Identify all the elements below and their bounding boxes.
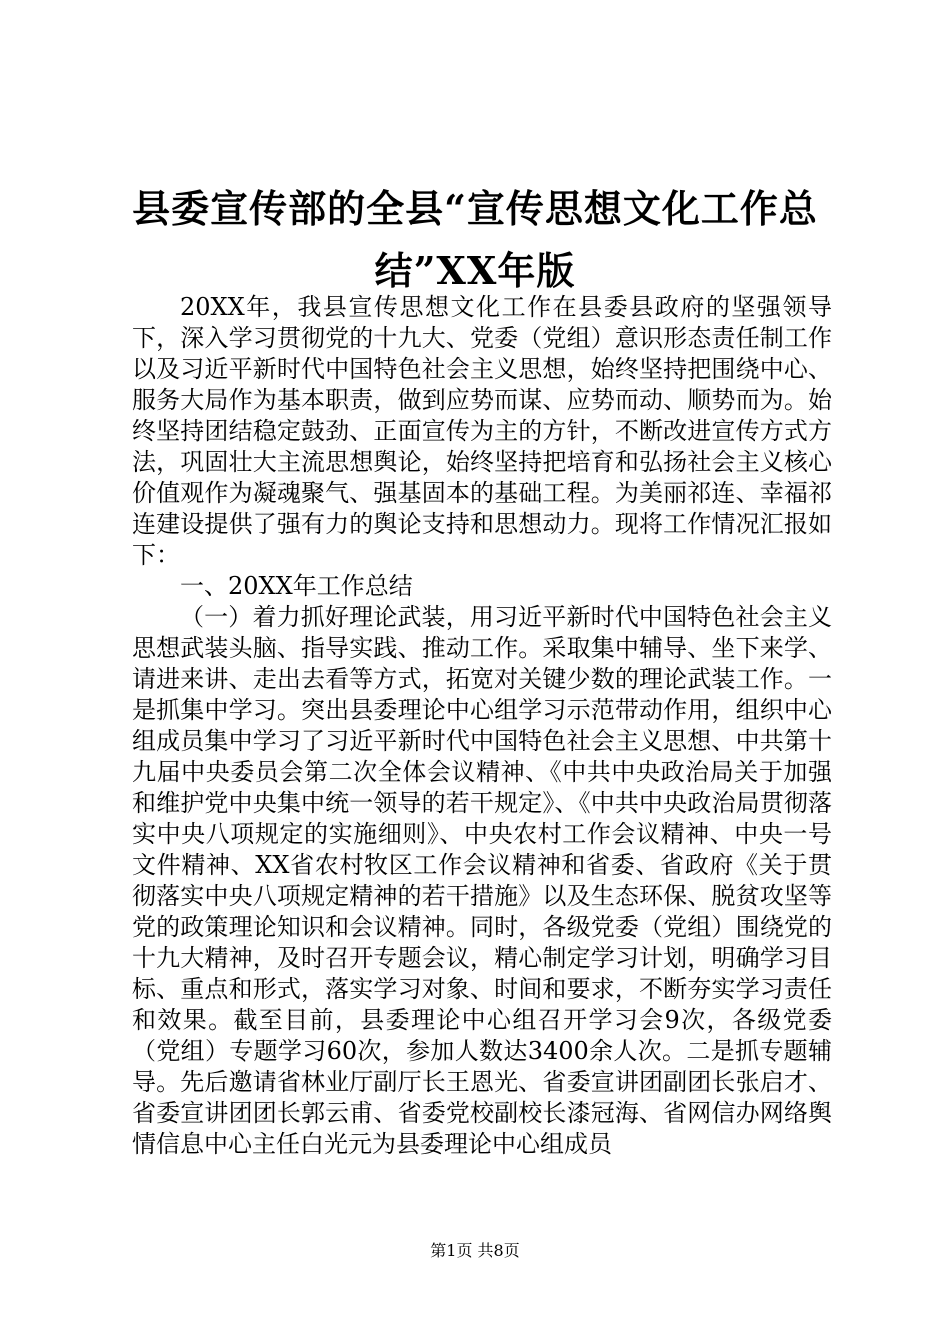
page-number-footer: 第1页 共8页 (430, 1241, 520, 1260)
paragraph-intro: 20XX年，我县宣传思想文化工作在县委县政府的坚强领导下，深入学习贯彻党的十九大、党委（党组）意识形态责任制工作以及习近平新时代中国特色社会主义思想，始终坚持把围绕中心、服务大局作为基本职责，做到应势而谋、应势而动、顺势而为。始终坚持团结稳定鼓劲、正面宣传为主的方针，不断改进宣传方式方法，巩固壮大主流思想舆论，始终坚持把培育和弘扬社会主义核心价值观作为凝魂聚气、强基固本的基础工程。为美丽祁连、幸福祁连建设提供了强有力的舆论支持和思想动力。现将工作情况汇报如下： (132, 293, 832, 569)
document-title (120, 178, 830, 302)
title-line-1: 县委宣传部的全县“宣传思想文化工作总 (132, 186, 818, 231)
paragraph-section-1: （一）着力抓好理论武装，用习近平新时代中国特色社会主义思想武装头脑、指导实践、推动工作。采取集中辅导、坐下来学、请进来讲、走出去看等方式，拓宽对关键少数的理论武装工作。一是抓集中学习。突出县委理论中心组学习示范带动作用，组织中心组成员集中学习了习近平新时代中国特色社会主义思想、中共第十九届中央委员会第二次全体会议精神、《中共中央政治局关于加强和维护党中央集中统一领导的若干规定》、《中共中央政治局贯彻落实中央八项规定的实施细则》、中央农村工作会议精神、中央一号文件精神、XX省农村牧区工作会议精神和省委、省政府《关于贯彻落实中央八项规定精神的若干措施》以及生态环保、脱贫攻坚等党的政策理论知识和会议精神。同时，各级党委（党组）围绕党的十九大精神，及时召开专题会议，精心制定学习计划，明确学习目标、重点和形式，落实学习对象、时间和要求，不断夯实学习责任和效果。截至目前，县委理论中心组召开学习会9次，各级党委（党组）专题学习60次，参加人数达3400余人次。二是抓专题辅导。先后邀请省林业厅副厅长王恩光、省委宣讲团副团长张启才、省委宣讲团团长郭云甫、省委党校副校长漆冠海、省网信办网络舆情信息中心主任白光元为县委理论中心组成员 (132, 603, 832, 1158)
section-heading: 一、20XX年工作总结 (180, 572, 413, 600)
document-body (132, 292, 832, 1160)
title-line-2: 结”XX年版 (374, 248, 576, 293)
